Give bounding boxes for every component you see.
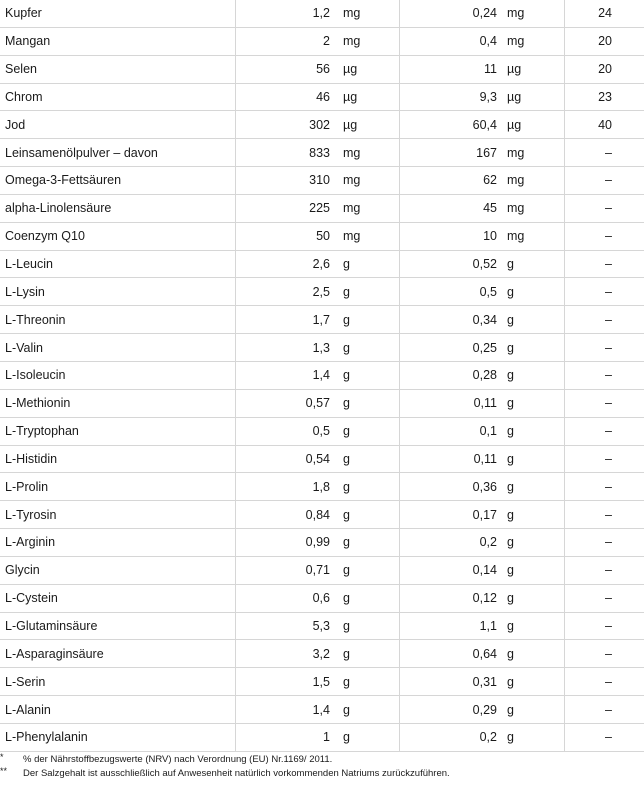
nrv-percent: – (605, 229, 612, 244)
table-row (0, 390, 644, 418)
amount-unit: g (343, 479, 350, 494)
amount-value-per-portion: 0,52 (472, 257, 497, 272)
nutrient-name: L-Serin (5, 674, 46, 689)
amount-unit: mg (343, 145, 361, 160)
table-row (0, 139, 644, 167)
nrv-percent: – (605, 507, 612, 522)
amount-unit: g (343, 507, 350, 522)
amount-value: 2,5 (312, 284, 330, 299)
table-row (0, 529, 644, 557)
nutrient-name: L-Leucin (5, 257, 53, 272)
nrv-percent: 20 (598, 34, 612, 49)
amount-unit: µg (343, 89, 358, 104)
amount-value: 56 (316, 62, 330, 77)
amount-value-per-portion: 0,11 (473, 396, 497, 411)
amount-unit-per-portion: mg (507, 145, 525, 160)
amount-value: 1,3 (312, 340, 330, 355)
amount-value: 833 (309, 145, 330, 160)
table-row (0, 278, 644, 306)
table-row (0, 334, 644, 362)
nrv-percent: – (605, 173, 612, 188)
nutrient-name: Jod (5, 117, 26, 132)
amount-value-per-portion: 0,28 (472, 368, 497, 383)
amount-value-per-portion: 0,2 (479, 730, 497, 745)
amount-unit-per-portion: g (507, 618, 514, 633)
nrv-percent: – (605, 535, 612, 550)
footnotes (0, 753, 644, 781)
nutrient-name: L-Threonin (5, 312, 66, 327)
amount-value-per-portion: 0,36 (472, 479, 497, 494)
amount-unit-per-portion: mg (507, 173, 525, 188)
table-row (0, 585, 644, 613)
amount-value: 0,54 (305, 451, 330, 466)
table-row (0, 223, 644, 251)
nrv-percent: – (605, 618, 612, 633)
amount-value: 1,2 (312, 6, 330, 21)
table-row (0, 724, 644, 752)
amount-value: 0,57 (305, 396, 330, 411)
amount-value-per-portion: 0,25 (472, 340, 497, 355)
amount-unit-per-portion: µg (507, 117, 522, 132)
amount-unit: mg (343, 229, 361, 244)
nutrient-name: Leinsamenölpulver – davon (5, 145, 158, 160)
amount-unit: g (343, 257, 350, 272)
table-row (0, 668, 644, 696)
amount-value-per-portion: 45 (483, 201, 497, 216)
amount-unit: µg (343, 62, 358, 77)
nutrient-name: Omega-3-Fettsäuren (5, 173, 122, 188)
amount-unit-per-portion: mg (507, 34, 525, 49)
footnote-text: Der Salzgehalt ist ausschließlich auf Anwesenheit natürlich vorkommenden Natriums zurückzuführen. (23, 768, 450, 779)
nutrient-name: Kupfer (5, 6, 42, 21)
amount-unit: g (343, 618, 350, 633)
amount-value: 2 (323, 34, 330, 49)
nrv-percent: – (605, 424, 612, 439)
amount-unit-per-portion: g (507, 424, 514, 439)
nrv-percent: – (605, 396, 612, 411)
amount-unit-per-portion: g (507, 702, 514, 717)
nutrient-name: L-Lysin (5, 284, 45, 299)
table-row (0, 195, 644, 223)
nrv-percent: – (605, 479, 612, 494)
amount-unit-per-portion: µg (507, 89, 522, 104)
table-row (0, 696, 644, 724)
footnote (0, 767, 644, 781)
amount-unit: g (343, 424, 350, 439)
amount-value: 2,6 (312, 257, 330, 272)
nrv-percent: – (605, 451, 612, 466)
amount-unit: mg (343, 6, 361, 21)
amount-unit-per-portion: g (507, 479, 514, 494)
amount-value-per-portion: 9,3 (479, 89, 497, 104)
amount-unit-per-portion: g (507, 396, 514, 411)
amount-unit: g (343, 591, 350, 606)
table-row (0, 362, 644, 390)
amount-unit-per-portion: mg (507, 6, 525, 21)
amount-value: 1 (323, 730, 330, 745)
amount-unit: mg (343, 201, 361, 216)
table-row (0, 111, 644, 139)
nrv-percent: – (605, 145, 612, 160)
amount-value-per-portion: 0,12 (472, 591, 497, 606)
amount-value: 310 (309, 173, 330, 188)
amount-value-per-portion: 62 (483, 173, 497, 188)
amount-value-per-portion: 1,1 (479, 618, 497, 633)
amount-unit-per-portion: g (507, 368, 514, 383)
footnote-mark: * (0, 752, 4, 762)
amount-unit: g (343, 368, 350, 383)
amount-unit-per-portion: g (507, 646, 514, 661)
amount-unit-per-portion: g (507, 257, 514, 272)
table-row (0, 251, 644, 279)
amount-value: 0,5 (312, 424, 330, 439)
amount-value: 5,3 (312, 618, 330, 633)
nutrient-name: Selen (5, 62, 37, 77)
amount-unit-per-portion: mg (507, 201, 525, 216)
amount-unit-per-portion: g (507, 730, 514, 745)
amount-value-per-portion: 0,11 (473, 451, 497, 466)
amount-value-per-portion: 0,1 (479, 424, 497, 439)
amount-unit: g (343, 396, 350, 411)
amount-unit: mg (343, 173, 361, 188)
amount-unit-per-portion: g (507, 591, 514, 606)
amount-unit: g (343, 674, 350, 689)
amount-unit-per-portion: g (507, 284, 514, 299)
nrv-percent: – (605, 646, 612, 661)
nrv-percent: – (605, 368, 612, 383)
nutrient-name: L-Cystein (5, 591, 58, 606)
table-row (0, 640, 644, 668)
table-row (0, 84, 644, 112)
amount-unit-per-portion: mg (507, 229, 525, 244)
amount-unit-per-portion: g (507, 340, 514, 355)
table-row (0, 56, 644, 84)
amount-value-per-portion: 0,29 (472, 702, 497, 717)
amount-value-per-portion: 10 (483, 229, 497, 244)
amount-value: 0,71 (305, 563, 330, 578)
amount-value: 50 (316, 229, 330, 244)
amount-value-per-portion: 0,31 (472, 674, 497, 689)
table-row (0, 557, 644, 585)
nutrient-name: L-Tyrosin (5, 507, 57, 522)
amount-unit-per-portion: µg (507, 62, 522, 77)
table-row (0, 418, 644, 446)
nrv-percent: – (605, 312, 612, 327)
amount-unit-per-portion: g (507, 674, 514, 689)
nutrient-name: L-Glutaminsäure (5, 618, 98, 633)
amount-value: 1,5 (312, 674, 330, 689)
nrv-percent: – (605, 591, 612, 606)
nutrient-name: L-Histidin (5, 451, 58, 466)
amount-value: 225 (309, 201, 330, 216)
nrv-percent: 23 (598, 89, 612, 104)
nutrient-name: L-Methionin (5, 396, 71, 411)
amount-value: 46 (316, 89, 330, 104)
amount-value: 0,99 (305, 535, 330, 550)
amount-value-per-portion: 0,2 (479, 535, 497, 550)
amount-value: 1,8 (312, 479, 330, 494)
table-row (0, 167, 644, 195)
nutrient-name: L-Tryptophan (5, 424, 79, 439)
amount-unit: g (343, 340, 350, 355)
amount-value-per-portion: 167 (476, 145, 497, 160)
nrv-percent: – (605, 257, 612, 272)
amount-value: 0,6 (312, 591, 330, 606)
nrv-percent: – (605, 674, 612, 689)
nrv-percent: – (605, 340, 612, 355)
nrv-percent: – (605, 201, 612, 216)
amount-value-per-portion: 60,4 (472, 117, 497, 132)
table-row (0, 446, 644, 474)
nutrient-name: Mangan (5, 34, 51, 49)
amount-unit: g (343, 730, 350, 745)
amount-value-per-portion: 0,24 (472, 6, 497, 21)
amount-value: 1,4 (312, 368, 330, 383)
nutrient-name: L-Arginin (5, 535, 56, 550)
nutrient-name: alpha-Linolensäure (5, 201, 112, 216)
amount-unit-per-portion: g (507, 507, 514, 522)
nrv-percent: 40 (598, 117, 612, 132)
table-row (0, 28, 644, 56)
amount-value: 0,84 (305, 507, 330, 522)
nutrient-name: Chrom (5, 89, 43, 104)
column-divider (564, 0, 565, 752)
table-row (0, 306, 644, 334)
amount-value-per-portion: 0,5 (479, 284, 497, 299)
footnote-text: % der Nährstoffbezugswerte (NRV) nach Verordnung (EU) Nr.1169/ 2011. (23, 754, 333, 765)
amount-value-per-portion: 0,14 (472, 563, 497, 578)
footnote (0, 753, 644, 767)
table-row (0, 473, 644, 501)
nrv-percent: – (605, 702, 612, 717)
amount-unit: g (343, 535, 350, 550)
amount-unit: g (343, 451, 350, 466)
amount-unit: g (343, 284, 350, 299)
amount-value-per-portion: 0,4 (479, 34, 497, 49)
table-row (0, 501, 644, 529)
amount-unit: mg (343, 34, 361, 49)
amount-unit: µg (343, 117, 358, 132)
amount-unit: g (343, 563, 350, 578)
nutrient-name: L-Phenylalanin (5, 730, 88, 745)
footnote-mark: ** (0, 766, 8, 776)
nutrient-name: Glycin (5, 563, 40, 578)
nrv-percent: 20 (598, 62, 612, 77)
amount-unit: g (343, 702, 350, 717)
amount-unit-per-portion: g (507, 312, 514, 327)
amount-unit-per-portion: g (507, 563, 514, 578)
column-divider (399, 0, 400, 752)
amount-unit: g (343, 646, 350, 661)
amount-unit: g (343, 312, 350, 327)
amount-value-per-portion: 11 (484, 62, 497, 77)
nrv-percent: – (605, 284, 612, 299)
nutrient-name: L-Valin (5, 340, 43, 355)
amount-value: 302 (309, 117, 330, 132)
nutrient-name: L-Prolin (5, 479, 49, 494)
table-row (0, 613, 644, 641)
nutrient-name: L-Alanin (5, 702, 51, 717)
nrv-percent: – (605, 730, 612, 745)
amount-unit-per-portion: g (507, 451, 514, 466)
table-row (0, 0, 644, 28)
amount-value: 3,2 (312, 646, 330, 661)
nutrient-name: Coenzym Q10 (5, 229, 85, 244)
amount-value-per-portion: 0,34 (472, 312, 497, 327)
nrv-percent: 24 (598, 6, 612, 21)
nrv-percent: – (605, 563, 612, 578)
amount-value-per-portion: 0,64 (472, 646, 497, 661)
amount-value: 1,7 (312, 312, 330, 327)
amount-unit-per-portion: g (507, 535, 514, 550)
amount-value: 1,4 (312, 702, 330, 717)
column-divider (235, 0, 236, 752)
nutrient-name: L-Isoleucin (5, 368, 66, 383)
nutrient-name: L-Asparaginsäure (5, 646, 104, 661)
amount-value-per-portion: 0,17 (472, 507, 497, 522)
